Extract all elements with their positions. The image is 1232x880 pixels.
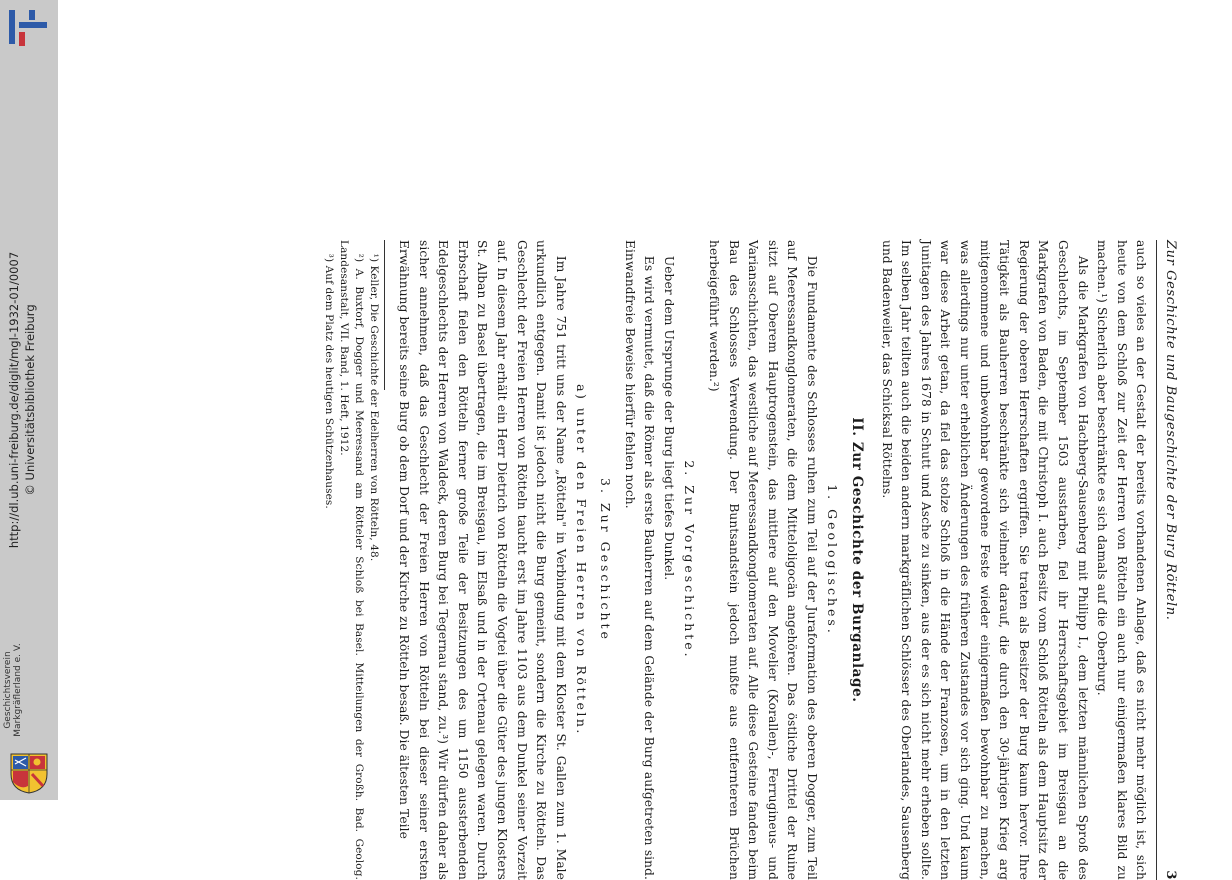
copyright-text: © Universitätsbibliothek Freiburg [23, 304, 37, 496]
subsection-vorgeschichte: 2. Zur Vorgeschichte. [682, 460, 698, 660]
ub-freiburg-logo-icon[interactable] [5, 6, 51, 50]
paragraph-3: Die Fundamente des Schlosses ruhen zum Teil auf der Juraformation des oberen Dogger, zum Teil auf Meeressandkonglomeraten, die dem Mitteloligocän angehören. Das östliche Drittel der Ruine sitzt auf Oberem Hauptrogenstein, das mittlere auf den Movelier (Korallen)-, Ferrugineus- und Variansschichten, das westliche auf Meeressandkonglomeraten auf. Alle diese Gesteine fanden beim Bau des Schlosses Verwendung. Der Buntsandstein jedoch mußte aus entfernteren Brüchen herbeigeführt werden.²) [706, 240, 819, 880]
running-head [1156, 240, 1180, 880]
footnote-1: ¹) Keller, Die Geschichte der Edelherren von Rötteln, 48. [368, 253, 381, 562]
footnote-3: ³) Auf dem Platz des heutigen Schützenhauses. [323, 253, 336, 509]
subsection-freie-herren: a) unter den Freien Herren von Rötteln. [574, 384, 590, 736]
verein-name-line1: Geschichtsverein [3, 651, 13, 729]
footnote-divider [384, 240, 385, 390]
markgraeflerland-crest-icon [9, 752, 49, 794]
running-head-title: Zur Geschichte und Baugeschichte der Burg Rötteln. [1163, 240, 1178, 621]
scanned-page-area [200, 0, 1200, 880]
paragraph-6: Im Jahre 751 tritt uns der Name „Rötteln" in Verbindung mit dem Kloster St. Gallen zum 1. Male urkundlich entgegen. Damit ist jedoch nicht die Burg gemeint, sondern die Kirche zu Rötteln. Das Geschlecht der Freien Herren von Rötteln taucht erst im Jahre 1103 aus dem Dunkel seiner Vorzeit auf. In diesem Jahr erhält ein Herr Dietrich von Rötteln die Vogtei über die Güter des jungen Klosters St. Alban zu Basel übertragen, die im Breisgau, im Elsaß und in der Ortenau gelegen waren. Durch Erbschaft fielen den Rötteln ferner große Teile der Besitzungen des um 1150 aussterbenden Edelgeschlechts der Herren von Waldeck, deren Burg bei Tegernau stand, zu.³) Wir dürfen daher als sicher annehmen, daß das Geschlecht der Freien Herren von Rötteln bei dieser seiner ersten Erwähnung bereits seine Burg ob dem Dorf und der Kirche zu Rötteln besaß. Die ältesten Teile [397, 240, 568, 880]
paragraph-4: Ueber dem Ursprunge der Burg liegt tiefes Dunkel. [661, 255, 676, 581]
paragraph-2: Als die Markgrafen von Hachberg-Sausenberg mit Philipp I., dem letzten männlichen Sproß des Geschlechts, im September 1503 ausstarben, fiel ihr Herrschaftsgebiet im Breisgau an die Markgrafen von Baden, die mit Christoph I. auch Besitz vom Schloß Rötteln als dem Hauptsitz der Regierung der oberen Herrschaften ergriffen. Sie traten als Besitzer der Burg kaum hervor. Ihre Tätigkeit als Bauherren beschränkte sich vielmehr darauf, die durch den 30-jährigen Krieg arg mitgenommene und unbewohnbar gewordene Feste wieder einigermaßen bewohnbar zu machen, was allerdings nur unter erheblichen Änderungen des früheren Zustandes vor sich ging. Und kaum war diese Arbeit getan, da fiel das stolze Schloß in die Hände der Franzosen, um in den letzten Junitagen des Jahres 1678 in Schutt und Asche zu sinken, aus der es sich nicht mehr erheben sollte. Im selben Jahr teilten auch die beiden andern markgräflichen Schlösser des Oberlandes, Sausenberg und Badenweiler, das Schicksal Röttelns. [879, 240, 1090, 880]
paragraph-1: auch so vieles an der Gestalt der bereits vorhandenen Anlage, daß es nicht mehr möglich ist, sich heute von dem Schloß zur Zeit der Herren von Rötteln ein auch nur einigermaßen klares Bild zu machen.¹) Sicherlich aber beschränkte es sich damals auf die Oberburg. [1095, 240, 1149, 880]
subsection-geologisches: 1. Geologisches. [825, 484, 841, 636]
section-title-2: II. Zur Geschichte der Burganlage. [849, 417, 866, 703]
subsection-geschichte: 3. Zur Geschichte [597, 478, 613, 642]
verein-name-line2: Markgräflerland e. V. [13, 643, 23, 737]
page-number: 3 [1163, 870, 1178, 880]
document-page [220, 240, 1180, 880]
viewer-sidebar [0, 0, 58, 800]
footnote-2: ²) A. Buxtorf, Dogger und Meeressand am Rötteler Schloß bei Basel. Mitteilungen der Großh. Bad. Geolog. Landesanstalt, VII. Band, 1. Heft, 1912. [338, 240, 366, 880]
paragraph-5: Es wird vermutet, daß die Römer als erste Bauherren auf dem Gelände der Burg aufgetreten sind. Einwandfreie Beweise hierfür fehlen noch. [622, 240, 657, 880]
permalink-url[interactable]: http://dl.ub.uni-freiburg.de/diglit/mgl-1932-01/0007 [7, 251, 21, 549]
